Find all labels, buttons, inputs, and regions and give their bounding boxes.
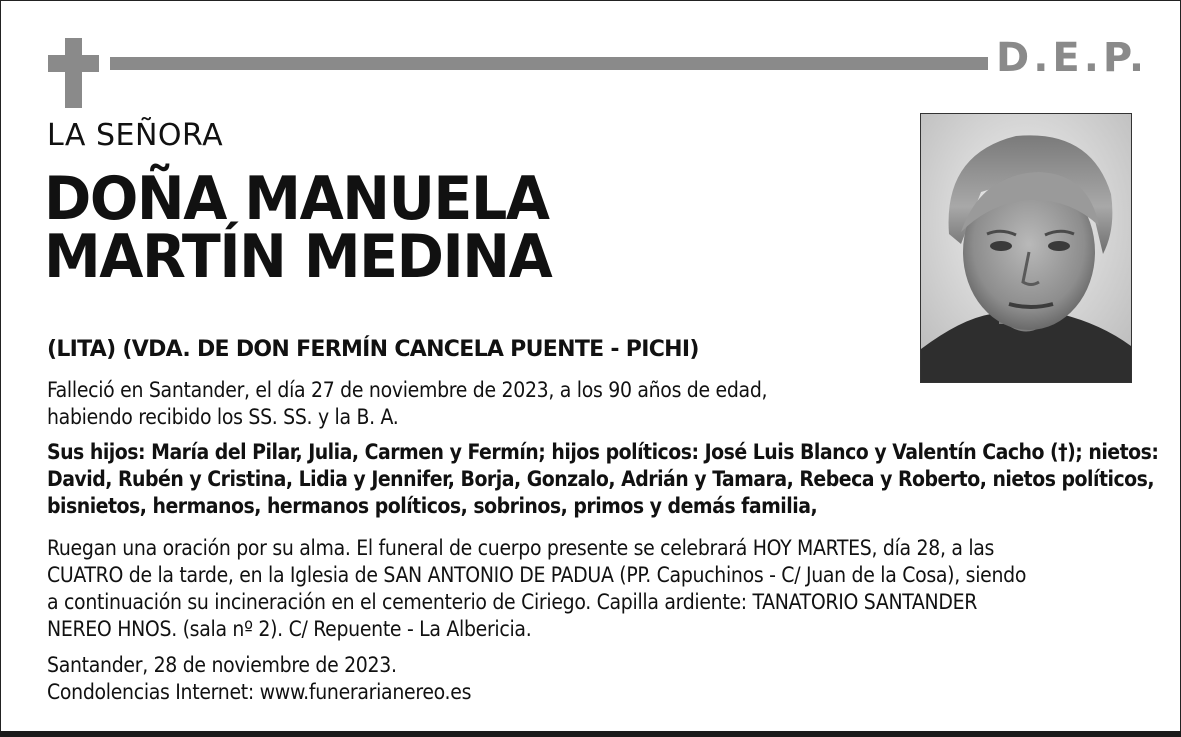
portrait-image xyxy=(921,114,1131,382)
paragraph-line: Falleció en Santander, el día 27 de noviembre de 2023, a los 90 años de edad, xyxy=(47,378,768,402)
cross-icon xyxy=(65,38,82,108)
paragraph-line: Ruegan una oración por su alma. El funeral de cuerpo presente se celebrará HOY MARTES, día 28, a las xyxy=(47,536,995,560)
deceased-name xyxy=(44,164,552,292)
cross-icon-arm xyxy=(48,55,99,72)
condolences-line: Condolencias Internet: www.funerarianereo.es xyxy=(47,680,472,704)
paragraph-line: CUATRO de la tarde, en la Iglesia de SAN ANTONIO DE PADUA (PP. Capuchinos - C/ Juan de la Cosa), siendo xyxy=(47,563,1027,587)
paragraph-line: habiendo recibido los SS. SS. y la B. A. xyxy=(47,405,399,429)
service-paragraph xyxy=(47,535,1026,643)
paragraph-line: David, Rubén y Cristina, Lidia y Jennifer, Borja, Gonzalo, Adrián y Tamara, Rebeca y Roberto, nietos políticos, xyxy=(47,467,1155,491)
family-paragraph xyxy=(47,439,1158,520)
name-line: DOÑA MANUELA xyxy=(44,164,549,234)
paragraph-line: bisnietos, hermanos, hermanos políticos, sobrinos, primos y demás familia, xyxy=(47,494,818,518)
date-line: Santander, 28 de noviembre de 2023. xyxy=(47,653,397,677)
portrait-photo xyxy=(920,113,1132,383)
footer-paragraph xyxy=(47,652,471,706)
paragraph-line: Sus hijos: María del Pilar, Julia, Carmen y Fermín; hijos políticos: José Luis Blanco y Valentín Cacho (†); nietos: xyxy=(47,440,1159,464)
death-paragraph xyxy=(47,377,767,431)
name-line: MARTÍN MEDINA xyxy=(44,222,552,292)
header-rule xyxy=(110,57,988,70)
alias-line: (LITA) (VDA. DE DON FERMÍN CANCELA PUENTE - PICHI) xyxy=(47,337,699,362)
dep-label: D.E.P. xyxy=(996,35,1149,81)
paragraph-line: NEREO HNOS. (sala nº 2). C/ Repuente - La Albericia. xyxy=(47,617,532,641)
bottom-border xyxy=(0,731,1181,737)
honorific: LA SEÑORA xyxy=(47,118,224,153)
paragraph-line: a continuación su incineración en el cementerio de Ciriego. Capilla ardiente: TANATORIO SANTANDER xyxy=(47,590,978,614)
